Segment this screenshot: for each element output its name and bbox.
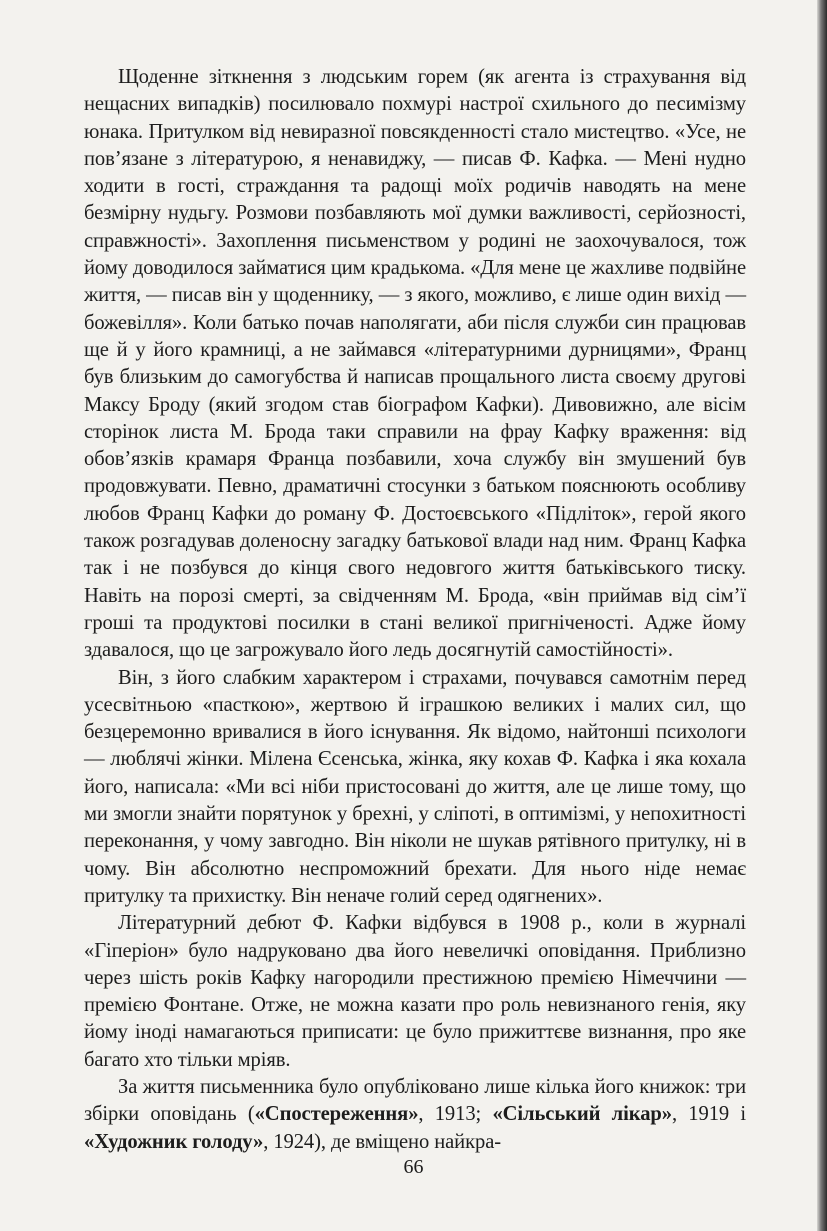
paragraph-4-sep1: , 1913; (418, 1103, 493, 1126)
paragraph-4-intro: За життя письменника було опубліковано лише кілька його книжок: три збірки оповідань ( (84, 1075, 746, 1126)
paragraph-4-sep2: , 1919 і (671, 1103, 747, 1126)
paragraph-2: Він, з його слабким характером і страхами, почувався самотнім перед усесвітньою «пасткою», жертвою й іграшкою великих і малих сил, що безцеремонно вривалися в його існування. Як відомо, найтонші психологи — люблячі жінки. Мілена Єсенська, жінка, яку кохав Ф. Кафка і яка кохала його, написала: «Ми всі ніби пристосовані до життя, але це лише тому, що ми змогли знайти порятунок у брехні, у сліпоті, в оптимізмі, у непохитності переконання, у чому завгодно. Він ніколи не шукав рятівного притулку, ні в чому. Він абсолютно неспроможний брехати. Для нього ніде немає притулку та прихистку. Він неначе голий серед одягнених». (84, 666, 746, 907)
page-edge-shadow (817, 0, 827, 1231)
paragraph-3: Літературний дебют Ф. Кафки відбувся в 1908 р., коли в журналі «Гіперіон» було надруковано два його невеличкі оповідання. Приблизно через шість років Кафку нагородили престижною премією Німеччини — премією Фонтане. Отже, не можна казати про роль невизнаного генія, яку йому іноді намагаються приписати: це було прижиттєве визнання, про яке багато хто тільки мріяв. (84, 912, 746, 1071)
book-title-khudozhnyk-holodu: «Художник голоду» (84, 1130, 264, 1153)
paragraph-4-tail: , 1924), де вміщено найкра- (263, 1130, 501, 1153)
body-text (84, 64, 746, 1156)
book-title-sposterezhennia: «Спостереження» (254, 1103, 419, 1126)
book-title-silskyi-likar: «Сільський лікар» (492, 1103, 672, 1126)
page-number: 66 (403, 1156, 424, 1178)
paragraph-4 (84, 1074, 746, 1156)
paragraph-1: Щоденне зіткнення з людським горем (як агента із страхування від нещасних випадків) посилювало похмурі настрої схильного до песимізму юнака. Притулком від невиразної повсякденності стало мистецтво. «Усе, не пов’язане з літературою, я ненавиджу, — писав Ф. Кафка. — Мені нудно ходити в гості, страждання та радощі моїх родичів наводять на мене безмірну нудьгу. Розмови позбавляють мої думки важливості, серйозності, справжності». Захоплення письменством у родині не заохочувалося, тож йому доводилося займатися цим крадькома. «Для мене це жахливе подвійне життя, — писав він у щоденнику, — з якого, можливо, є лише один вихід — божевілля». Коли батько почав наполягати, аби після служби син працював ще й у його крамниці, а не займався «літературними дурницями», Франц був близьким до самогубства й написав прощального листа своєму другові Максу Броду (який згодом став біографом Кафки). Дивовижно, але вісім сторінок листа М. Брода таки справили на фрау Кафку враження: від обов’язків крамаря Франца позбавили, хоча службу він змушений був продовжувати. Певно, драматичні стосунки з батьком пояснюють особливу любов Франц Кафки до роману Ф. Достоєвського «Підліток», герой якого також розгадував доленосну загадку батькової влади над ним. Франц Кафка так і не позбувся до кінця свого недовгого життя батьківського тиску. Навіть на порозі смерті, за свідченням М. Брода, «він приймав від сім’ї гроші та продуктові посилки в стані великої пригніченості. Адже йому здавалося, що це загрожувало його ледь досягнутій самостійності». (84, 66, 746, 662)
